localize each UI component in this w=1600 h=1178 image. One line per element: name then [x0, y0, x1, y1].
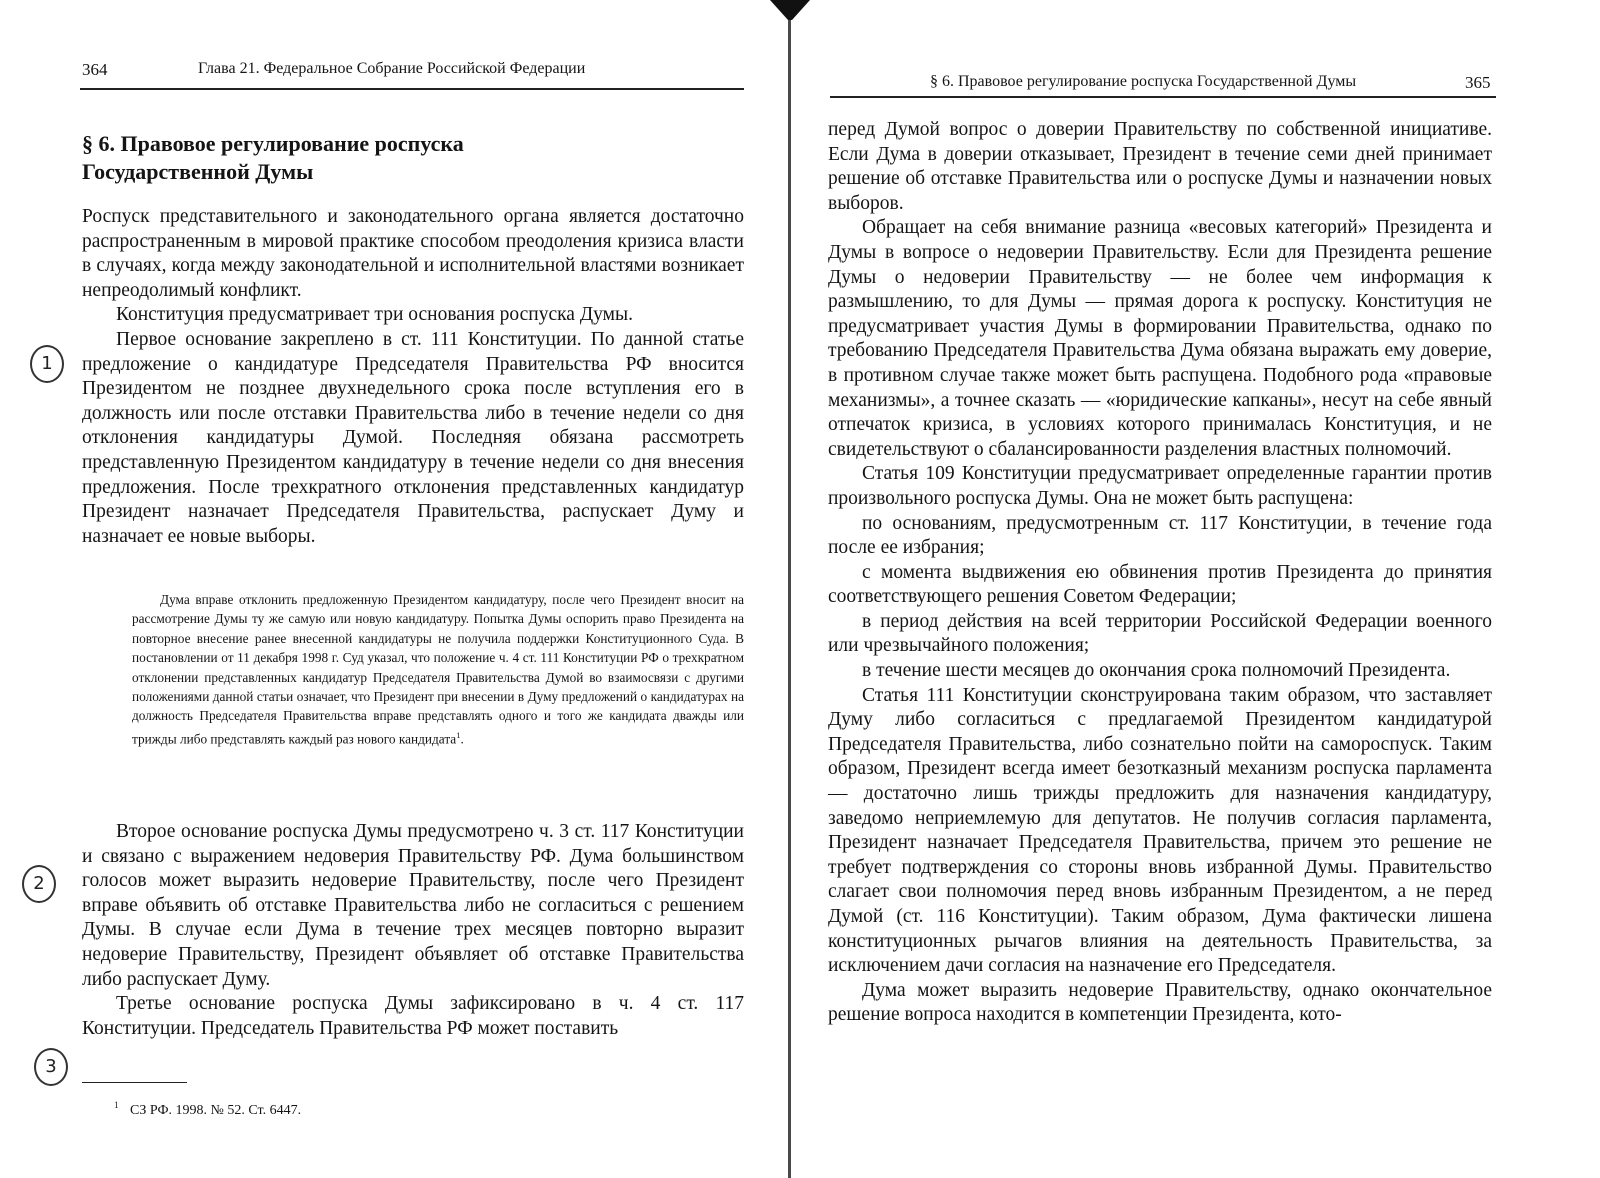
- footnote-text: СЗ РФ. 1998. № 52. Ст. 6447.: [130, 1102, 302, 1118]
- paragraph: Первое основание закреплено в ст. 111 Конституции. По данной статье предложение о кандидатуре Председателя Правительства РФ вносится Президентом не позднее двухнедельного срока после вступления его в должность или после отставки Правительства либо в течение недели со дня отклонения кандидатуры Думой. Последняя обязана рассмотреть представленную Президентом кандидатуру в течение недели со дня внесения предложения. После трехкратного отклонения представленных кандидатур Президент назначает Председателя Правительства, распускает Думу и назначает ее новые выборы.: [82, 328, 744, 547]
- footnote: [114, 1100, 301, 1119]
- paragraph: Третье основание роспуска Думы зафиксировано в ч. 4 ст. 117 Конституции. Председатель Правительства РФ может поставить: [82, 993, 744, 1039]
- list-item: в течение шести месяцев до окончания срока полномочий Президента.: [862, 660, 1451, 682]
- paragraph: Статья 111 Конституции сконструирована таким образом, что заставляет Думу либо согласиться с предлагаемой Президентом кандидатурой Председателя Правительства, либо сознательно пойти на самороспуск. Таким образом, Президент всегда имеет безотказный механизм роспуска парламента — достаточно лишь трижды предложить для назначения кандидатуру, заведомо неприемлемую для депутатов. Не получив согласия парламента, Президент назначает Председателя Правительства, причем это решение не требует подтверждения со стороны вновь избранной Думы. Правительство слагает свои полномочия перед вновь избранным Президентом, а не перед Думой (ст. 116 Конституции). Таким образом, Дума фактически лишена конституционных рычагов влияния на деятельность Правительства, за исключением дачи согласия на назначение его Председателя.: [828, 684, 1492, 977]
- header-rule-left: [80, 88, 744, 90]
- small-print-note: Дума вправе отклонить предложенную Президентом кандидатуру, после чего Президент вносит на рассмотрение Думы ту же самую или новую кандидатуру. Попытка Думы оспорить право Президента на повторное внесение ранее внесенной кандидатуры не получила поддержки Конституционного Суда. В постановлении от 11 декабря 1998 г. Суд указал, что положение ч. 4 ст. 111 Конституции РФ о трехкратном отклонении представленных кандидатур Председателя Правительства Думой во взаимосвязи с другими положениями данной статьи означает, что Президент при внесении в Думу предложений о кандидатурах на должность Председателя Правительства вправе представлять одного и того же кандидата дважды или трижды либо представлять каждый раз нового кандидата$^1$.: [132, 592, 744, 747]
- list-item: в период действия на всей территории Российской Федерации военного или чрезвычайного положения;: [828, 610, 1492, 657]
- note-text: Дума вправе отклонить предложенную Президентом кандидатуру, после чего Президент вносит на рассмотрение Думы ту же самую или новую кандидатуру. Попытка Думы оспорить право Президента на повторное внесение ранее внесенной кандидатуры не получила поддержки Конституционного Суда. В постановлении от 11 декабря 1998 г. Суд указал, что положение ч. 4 ст. 111 Конституции РФ о трехкратном отклонении представленных кандидатур Председателя Правительства Думой во взаимосвязи с другими положениями данной статьи означает, что Президент при внесении в Думу предложений о кандидатурах на должность Председателя Правительства вправе представлять одного и того же кандидата дважды или трижды либо представлять каждый раз нового кандидата: [132, 592, 744, 747]
- handwritten-mark-2: 2: [22, 865, 56, 903]
- list-item: с момента выдвижения ею обвинения против Президента до принятия соответствующего решения Советом Федерации;: [828, 561, 1492, 608]
- header-rule-right: [830, 96, 1496, 98]
- paragraph: Конституция предусматривает три основания роспуска Думы.: [116, 304, 633, 326]
- right-page: [800, 0, 1600, 1178]
- body-text-left-bottom: [82, 820, 744, 1041]
- page-number-left: 364: [82, 60, 108, 79]
- note-footnote-ref: 1: [456, 729, 461, 740]
- paragraph: перед Думой вопрос о доверии Правительству по собственной инициативе. Если Дума в доверии отказывает, Президент в течение семи дней принимает решение об отставке Правительства или о роспуске Думы и назначении новых выборов.: [828, 119, 1492, 214]
- body-text-right: [828, 118, 1492, 1028]
- section-title-line-2: Государственной Думы: [82, 159, 314, 184]
- list-item: по основаниям, предусмотренным ст. 117 Конституции, в течение года после ее избрания;: [828, 512, 1492, 559]
- handwritten-mark-3: 3: [34, 1048, 68, 1086]
- footnote-rule: [82, 1082, 187, 1083]
- page-number-right: 365: [1465, 73, 1491, 92]
- section-title: [82, 130, 732, 186]
- footnote-number: 1: [114, 1100, 119, 1110]
- paragraph: Роспуск представительного и законодательного органа является достаточно распространенным в мировой практике способом преодоления кризиса власти в случаях, когда между законодательной и исполнительной властями возникает непреодолимый конфликт.: [82, 206, 744, 301]
- running-head-left: Глава 21. Федеральное Собрание Российской Федерации: [198, 60, 586, 77]
- paragraph: Дума может выразить недоверие Правительству, однако окончательное решение вопроса находится в компетенции Президента, кото-: [828, 979, 1492, 1026]
- left-page: [0, 0, 790, 1178]
- paragraph: Второе основание роспуска Думы предусмотрено ч. 3 ст. 117 Конституции и связано с выражением недоверия Правительству РФ. Дума большинством голосов может выразить недоверие Правительству, после чего Президент вправе объявить об отставке Правительства либо не согласиться с решением Думы. В случае если Дума в течение трех месяцев повторно выразит недоверие Правительству, Президент объявляет об отставке Правительства либо распускает Думу.: [82, 821, 744, 990]
- running-head-right: § 6. Правовое регулирование роспуска Государственной Думы: [930, 73, 1357, 90]
- handwritten-mark-1: 1: [30, 345, 64, 383]
- paragraph: Статья 109 Конституции предусматривает определенные гарантии против произвольного роспуска Думы. Она не может быть распущена:: [828, 463, 1492, 509]
- paragraph: Обращает на себя внимание разница «весовых категорий» Президента и Думы в вопросе о недоверии Правительству. Если для Президента решение Думы о недоверии Правительству — не более чем информация к размышлению, то для Думы — прямая дорога к роспуску. Конституция не предусматривает участия Думы в формировании Правительства, однако по требованию Председателя Правительства Дума обязана выражать ему доверие, в противном случае также может быть распущена. Подобного рода «правовые механизмы», а точнее сказать — «юридические капканы», несут на себе явный отпечаток кризиса, в условиях которого принималась Конституция, и не свидетельствуют о сбалансированности разделения властных полномочий.: [828, 217, 1492, 460]
- body-text-left-top: [82, 205, 744, 549]
- section-title-line-1: § 6. Правовое регулирование роспуска: [82, 131, 464, 156]
